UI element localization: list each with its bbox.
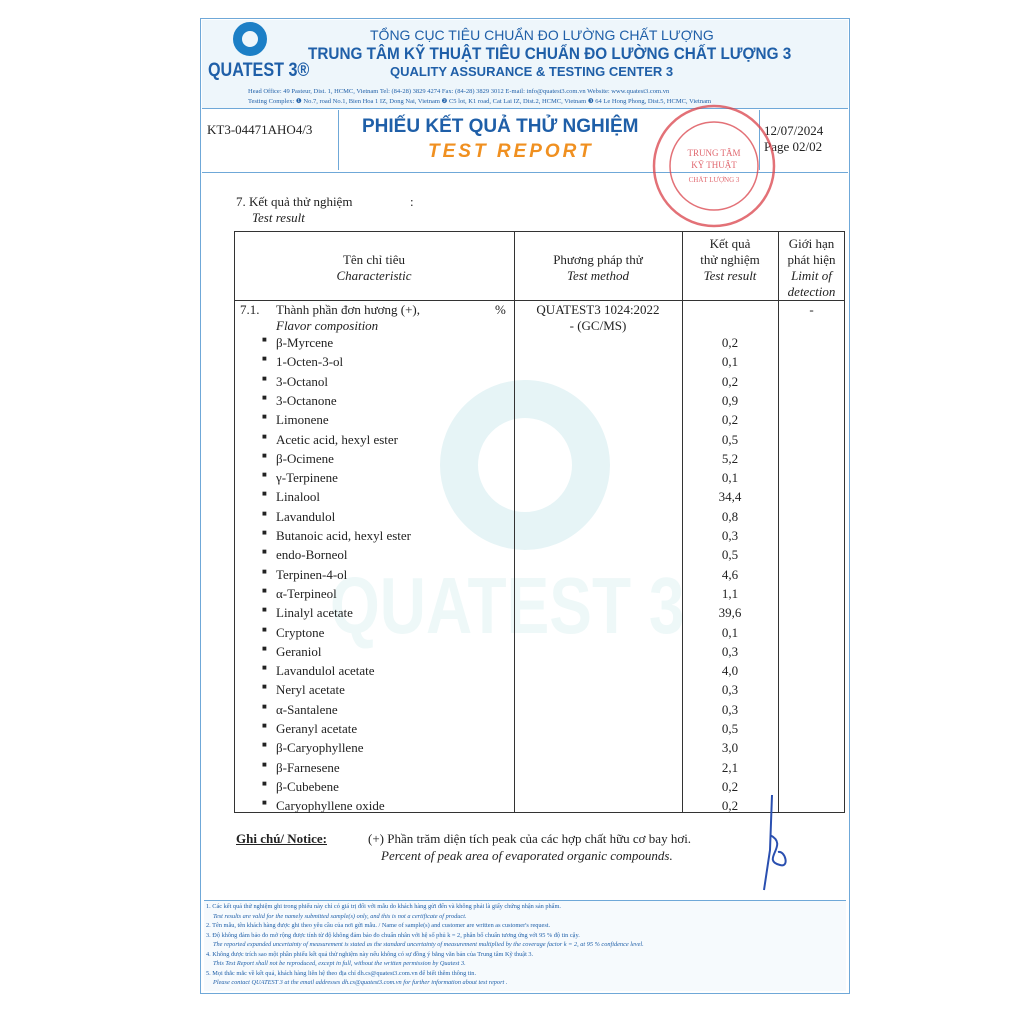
- compound-value: 0,9: [721, 392, 739, 408]
- compound-value: 0,2: [721, 778, 739, 794]
- compound-name: Linalyl acetate: [276, 605, 353, 621]
- header-limit: [778, 236, 845, 300]
- header-text: phát hiện: [787, 252, 836, 267]
- compound-value: 4,6: [721, 566, 739, 582]
- compound-name: Cryptone: [276, 624, 325, 640]
- table-row: [234, 721, 845, 740]
- logo-text: QUATEST 3®: [208, 60, 310, 81]
- table-row: [234, 374, 845, 393]
- header-text: Tên chỉ tiêu: [342, 252, 406, 267]
- table-row: [234, 663, 845, 682]
- table-row: [234, 547, 845, 566]
- page-number: Page 02/02: [764, 139, 823, 154]
- compound-value: 0,2: [721, 335, 739, 350]
- notice-label: [236, 831, 327, 847]
- notice-text: (+) Phần trăm diện tích peak của các hợp chất hữu cơ bay hơi.: [368, 831, 692, 846]
- compound-value: 0,2: [721, 412, 739, 428]
- section-colon: :: [410, 194, 414, 209]
- compound-value: 0,1: [721, 470, 739, 486]
- compound-value: 0,3: [721, 643, 739, 659]
- signature: [750, 790, 800, 900]
- compound-name: β-Cubebene: [276, 778, 339, 794]
- table-row: [234, 702, 845, 721]
- bullet-icon: ■: [262, 470, 267, 480]
- compound-name: β-Farnesene: [276, 759, 340, 775]
- detection-limit: -: [809, 302, 814, 317]
- header-characteristic: [234, 252, 514, 284]
- compound-value: 0,1: [721, 354, 739, 370]
- bullet-icon: ■: [262, 778, 267, 788]
- footer-line: Test results are valid for the namely submitted sample(s) only, and this is not a certificate of product.: [213, 912, 467, 920]
- report-date: 12/07/2024: [764, 123, 824, 138]
- compound-name: Geraniol: [276, 643, 322, 659]
- compound-name: γ-Terpinene: [276, 470, 338, 486]
- bullet-icon: ■: [262, 566, 267, 576]
- header-divider: [234, 300, 845, 301]
- test-method: [514, 302, 682, 334]
- bullet-icon: ■: [262, 373, 267, 383]
- table-row: [234, 528, 845, 547]
- table-row: [234, 625, 845, 644]
- group-number: 7.1.: [240, 302, 260, 317]
- bullet-icon: ■: [262, 624, 267, 634]
- compound-name: Linalool: [276, 489, 321, 505]
- compound-value: 1,1: [721, 585, 739, 601]
- svg-text:CHẤT LƯỢNG 3: CHẤT LƯỢNG 3: [688, 176, 740, 184]
- footer-line: 4. Không được trích sao một phần phiếu kết quả thử nghiệm này nếu không có sự đồng ý bằng văn bản của Trung tâm Kỹ thuật 3.: [206, 950, 534, 958]
- compound-value: 3,0: [721, 740, 739, 756]
- header-text: detection: [787, 284, 836, 299]
- table-row: [234, 760, 845, 779]
- table-row: [234, 586, 845, 605]
- footer-line: 1. Các kết quả thử nghiệm ghi trong phiếu này chỉ có giá trị đối với mẫu do khách hàng gửi đến và không phải là giấy chứng nhận sản phẩm.: [206, 903, 561, 910]
- compound-name: α-Terpineol: [276, 585, 337, 601]
- org-line-2: TRUNG TÂM KỸ THUẬT TIÊU CHUẨN ĐO LƯỜNG CHẤT LƯỢNG 3: [308, 44, 792, 63]
- table-row: [234, 489, 845, 508]
- header-text: Limit of: [791, 268, 832, 283]
- bullet-icon: ■: [262, 701, 267, 711]
- bullet-icon: ■: [262, 547, 267, 557]
- bullet-icon: ■: [262, 798, 267, 808]
- table-row: [234, 393, 845, 412]
- compound-value: 0,3: [721, 682, 739, 698]
- section-title: 7. Kết quả thử nghiệm: [236, 194, 353, 209]
- table-row: [234, 451, 845, 470]
- report-code: KT3-04471AHO4/3: [207, 122, 313, 137]
- report-title-en: TEST REPORT: [428, 141, 594, 162]
- compound-name: Lavandulol: [276, 508, 336, 524]
- compound-value: 0,3: [721, 701, 739, 717]
- section-title-en: Test result: [252, 210, 305, 225]
- table-row: [234, 644, 845, 663]
- compound-value: 0,3: [721, 528, 739, 543]
- table-row: [234, 605, 845, 624]
- compound-name: 3-Octanol: [276, 373, 328, 389]
- compound-value: 34,4: [718, 489, 742, 505]
- bullet-icon: ■: [262, 585, 267, 595]
- bullet-icon: ■: [262, 431, 267, 441]
- bullet-icon: ■: [262, 489, 267, 499]
- table-row: [234, 432, 845, 451]
- footer-line: 3. Độ không đảm bảo đo mở rộng được tính từ độ không đảm bảo đo chuẩn nhân với hệ số phủ k = 2, phân bố chuẩn tương ứng với 95 % độ tin cậy.: [206, 931, 580, 939]
- table-row: [234, 470, 845, 489]
- footer-line: The reported expanded uncertainty of measurement is stated as the standard uncertainty of measurement multiplied by the coverage factor k = 2, at 95 % confidence level.: [213, 941, 644, 948]
- group-unit: %: [495, 302, 506, 317]
- footer-line: 2. Tên mẫu, tên khách hàng được ghi theo yêu cầu của nơi gửi mẫu. / Name of sample(s) and customer are written as customer's request.: [206, 922, 551, 929]
- compound-value: 4,0: [721, 663, 739, 679]
- bullet-icon: ■: [262, 605, 267, 615]
- notice-text-en: Percent of peak area of evaporated organic compounds.: [381, 848, 673, 863]
- compound-name: Lavandulol acetate: [276, 663, 375, 679]
- svg-text:KỸ THUẬT: KỸ THUẬT: [691, 160, 737, 170]
- compound-value: 0,2: [721, 373, 739, 389]
- compound-value: 5,2: [721, 450, 739, 466]
- bullet-icon: ■: [262, 335, 267, 344]
- table-row: [234, 354, 845, 373]
- compound-value: 0,2: [721, 798, 739, 814]
- bullet-icon: ■: [262, 528, 267, 537]
- compound-value: 0,1: [721, 624, 739, 640]
- table-row: [234, 335, 845, 354]
- compound-name: Terpinen-4-ol: [276, 566, 348, 582]
- table-row: [234, 567, 845, 586]
- compound-value: 0,5: [721, 547, 739, 563]
- compound-value: 0,8: [721, 508, 739, 524]
- bullet-icon: ■: [262, 759, 267, 769]
- bullet-icon: ■: [262, 354, 267, 364]
- group-name: Thành phần đơn hương (+),: [276, 302, 421, 317]
- header-text: Kết quả: [709, 236, 751, 251]
- bullet-icon: ■: [262, 663, 267, 673]
- org-line-3: QUALITY ASSURANCE & TESTING CENTER 3: [390, 64, 674, 79]
- compound-name: endo-Borneol: [276, 547, 348, 563]
- report-title-vi: PHIẾU KẾT QUẢ THỬ NGHIỆM: [362, 116, 639, 137]
- compound-name: 1-Octen-3-ol: [276, 354, 344, 370]
- header-text: Test result: [703, 268, 757, 283]
- header-text: thử nghiệm: [700, 252, 760, 267]
- compound-value: 39,6: [718, 605, 742, 621]
- bullet-icon: ■: [262, 643, 267, 653]
- compound-name: Geranyl acetate: [276, 721, 358, 736]
- footer-line: Please contact QUATEST 3 at the email addresses dh.cs@quatest3.com.vn for further information about test report .: [213, 979, 508, 986]
- compound-name: Butanoic acid, hexyl ester: [276, 528, 412, 543]
- table-row: [234, 740, 845, 759]
- compound-name: Neryl acetate: [276, 682, 345, 698]
- method-line: QUATEST3 1024:2022: [536, 302, 660, 317]
- official-stamp: [650, 102, 778, 230]
- bullet-icon: ■: [262, 508, 267, 518]
- address-testing-complex: Testing Complex: ❶ No.7, road No.1, Bien Hoa 1 IZ, Dong Nai, Vietnam ❷ C5 lot, K1 road, Cat Lai IZ, Dist.2, HCMC, Vietnam ❸ 64 Le Hong Phong, Dist.5, HCMC, Vietnam: [248, 98, 712, 105]
- compound-name: β-Caryophyllene: [276, 740, 364, 756]
- bullet-icon: ■: [262, 740, 267, 750]
- header-text: Test method: [567, 268, 629, 283]
- compound-name: α-Santalene: [276, 701, 338, 717]
- compound-name: Limonene: [276, 412, 329, 428]
- quatest-logo-icon: [233, 22, 267, 56]
- bullet-icon: ■: [262, 721, 267, 730]
- watermark-text: QUATEST 3: [330, 561, 685, 650]
- method-line: - (GC/MS): [569, 318, 627, 333]
- org-line-1: TỔNG CỤC TIÊU CHUẨN ĐO LƯỜNG CHẤT LƯỢNG: [370, 27, 714, 43]
- compound-name: β-Myrcene: [276, 335, 334, 350]
- bullet-icon: ■: [262, 682, 267, 692]
- address-head-office: Head Office: 49 Pasteur, Dist. 1, HCMC, Vietnam Tel: (84-28) 3829 4274 Fax: (84-28) 3829 3012 E-mail: info@quatest3.com.vn Website: www.quatest3.com.vn: [248, 88, 670, 95]
- compound-name: Acetic acid, hexyl ester: [276, 431, 398, 447]
- compound-value: 0,5: [721, 721, 739, 736]
- header-text: Giới hạn: [788, 236, 835, 251]
- bullet-icon: ■: [262, 392, 267, 402]
- svg-text:TRUNG TÂM: TRUNG TÂM: [687, 148, 741, 158]
- table-row: [234, 682, 845, 701]
- bullet-icon: ■: [262, 450, 267, 460]
- header-text: Characteristic: [336, 268, 412, 283]
- bullet-icon: ■: [262, 412, 267, 422]
- footer-line: This Test Report shall not be reproduced, except in full, without the written permission by Quatest 3.: [213, 960, 466, 967]
- compound-value: 2,1: [721, 759, 739, 775]
- notice-label-text: Ghi chú/ Notice:: [236, 831, 327, 846]
- header-result: [682, 236, 778, 284]
- header-method: [514, 252, 682, 284]
- footer-line: 5. Mọi thắc mắc về kết quả, khách hàng liên hệ theo địa chỉ dh.cs@quatest3.com.vn để biết thêm thông tin.: [206, 969, 477, 977]
- compound-name: 3-Octanone: [276, 392, 337, 408]
- compound-value: 0,5: [721, 431, 739, 447]
- table-row: [234, 412, 845, 431]
- header-text: Phương pháp thử: [553, 252, 643, 267]
- compound-name: Caryophyllene oxide: [276, 798, 385, 814]
- table-row: [234, 509, 845, 528]
- compound-name: β-Ocimene: [276, 450, 334, 466]
- group-name-en: Flavor composition: [276, 318, 379, 333]
